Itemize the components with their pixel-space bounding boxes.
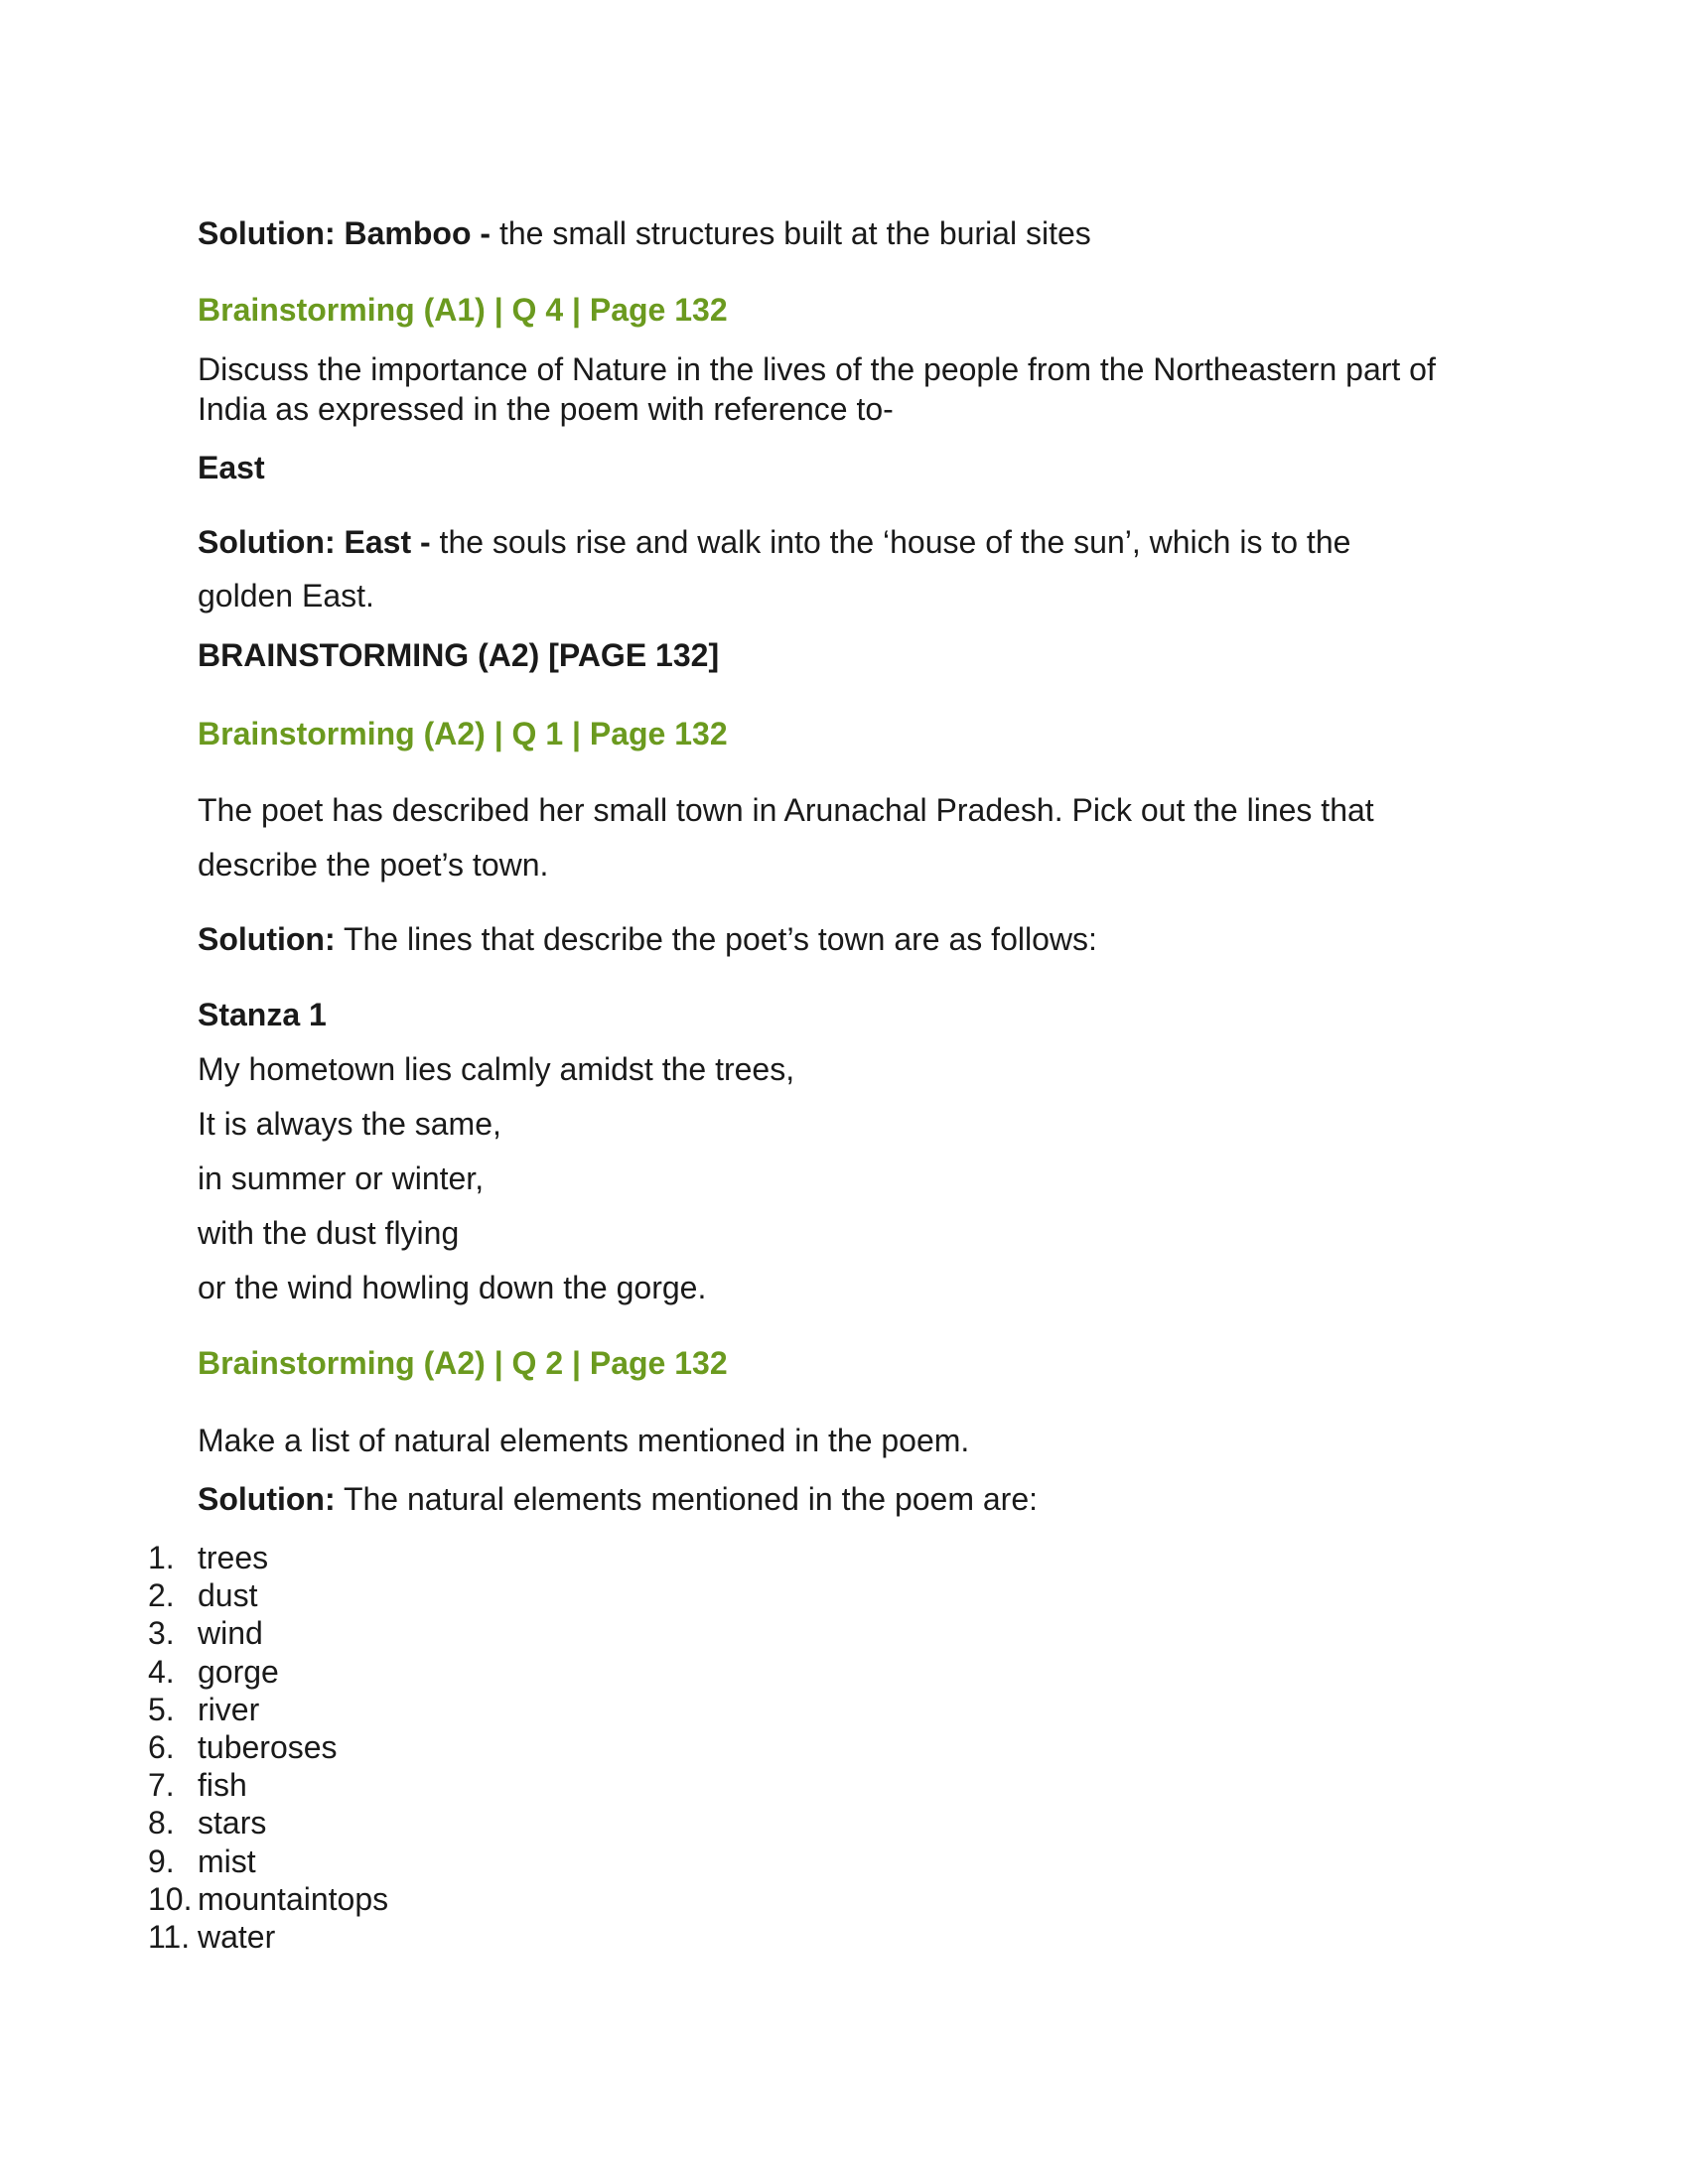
question-text-a2-q1-line1: The poet has described her small town in Arunachal Pradesh. Pick out the lines that [198,792,1374,828]
list-number: 2. [148,1577,175,1614]
solution-label: Solution: East - [198,524,431,560]
list-text: mountaintops [198,1880,389,1917]
list-item [148,1691,388,1728]
list-item [148,1918,388,1956]
list-text: tuberoses [198,1728,338,1765]
stanza-line: with the dust flying [198,1215,460,1251]
stanza-line: or the wind howling down the gorge. [198,1270,707,1305]
list-text: wind [198,1615,263,1652]
list-item [148,1653,388,1691]
list-item [148,1728,388,1766]
natural-elements-list [148,1539,388,1956]
list-number: 1. [148,1540,175,1575]
question-heading-a1-q4: Brainstorming (A1) | Q 4 | Page 132 [198,292,728,328]
question-heading-a2-q1: Brainstorming (A2) | Q 1 | Page 132 [198,716,728,751]
section-heading-a2: BRAINSTORMING (A2) [PAGE 132] [198,637,720,673]
list-number: 5. [148,1691,175,1727]
list-number: 8. [148,1805,175,1842]
list-text: trees [198,1540,269,1575]
solution-text: The lines that describe the poet’s town are as follows: [335,921,1097,957]
question-heading-a2-q2: Brainstorming (A2) | Q 2 | Page 132 [198,1345,728,1381]
subheading-east: East [198,450,265,485]
list-number: 10. [148,1880,193,1917]
solution-a2-q2 [198,1479,1508,1519]
solution-east-line1 [198,522,1508,562]
list-number: 6. [148,1728,175,1765]
solution-text: the souls rise and walk into the ‘house of the sun’, which is to the [430,524,1351,560]
list-text: river [198,1691,260,1727]
solution-a2-q1 [198,919,1508,959]
list-item [148,1843,388,1880]
list-item [148,1576,388,1614]
list-number: 3. [148,1615,175,1652]
list-number: 4. [148,1653,175,1690]
solution-bamboo [198,213,1508,253]
stanza-label: Stanza 1 [198,997,327,1032]
list-text: water [198,1918,276,1955]
list-item [148,1880,388,1918]
solution-text: The natural elements mentioned in the poem are: [335,1481,1039,1517]
question-text-a2-q2: Make a list of natural elements mentioned in the poem. [198,1423,970,1458]
list-number: 9. [148,1843,175,1879]
list-number: 11. [148,1918,191,1955]
solution-text: the small structures built at the burial sites [491,215,1091,251]
list-item [148,1804,388,1842]
stanza-line: It is always the same, [198,1106,501,1142]
solution-label: Solution: [198,921,336,957]
solution-label: Solution: [198,1481,336,1517]
stanza-line: My hometown lies calmly amidst the trees, [198,1051,795,1087]
list-text: stars [198,1805,267,1842]
list-text: dust [198,1577,258,1614]
list-item [148,1766,388,1804]
list-text: gorge [198,1653,279,1690]
stanza-line: in summer or winter, [198,1160,485,1196]
question-text-a2-q1-line2: describe the poet’s town. [198,847,549,883]
solution-label: Solution: Bamboo - [198,215,492,251]
list-number: 7. [148,1767,175,1804]
question-text-a1-q4: Discuss the importance of Nature in the lives of the people from the Northeastern part of India as expressed in the poem with reference to- [198,351,1436,427]
list-item [148,1539,388,1576]
solution-east-line2: golden East. [198,578,374,614]
list-text: mist [198,1843,256,1879]
list-text: fish [198,1767,247,1804]
list-item [148,1614,388,1652]
